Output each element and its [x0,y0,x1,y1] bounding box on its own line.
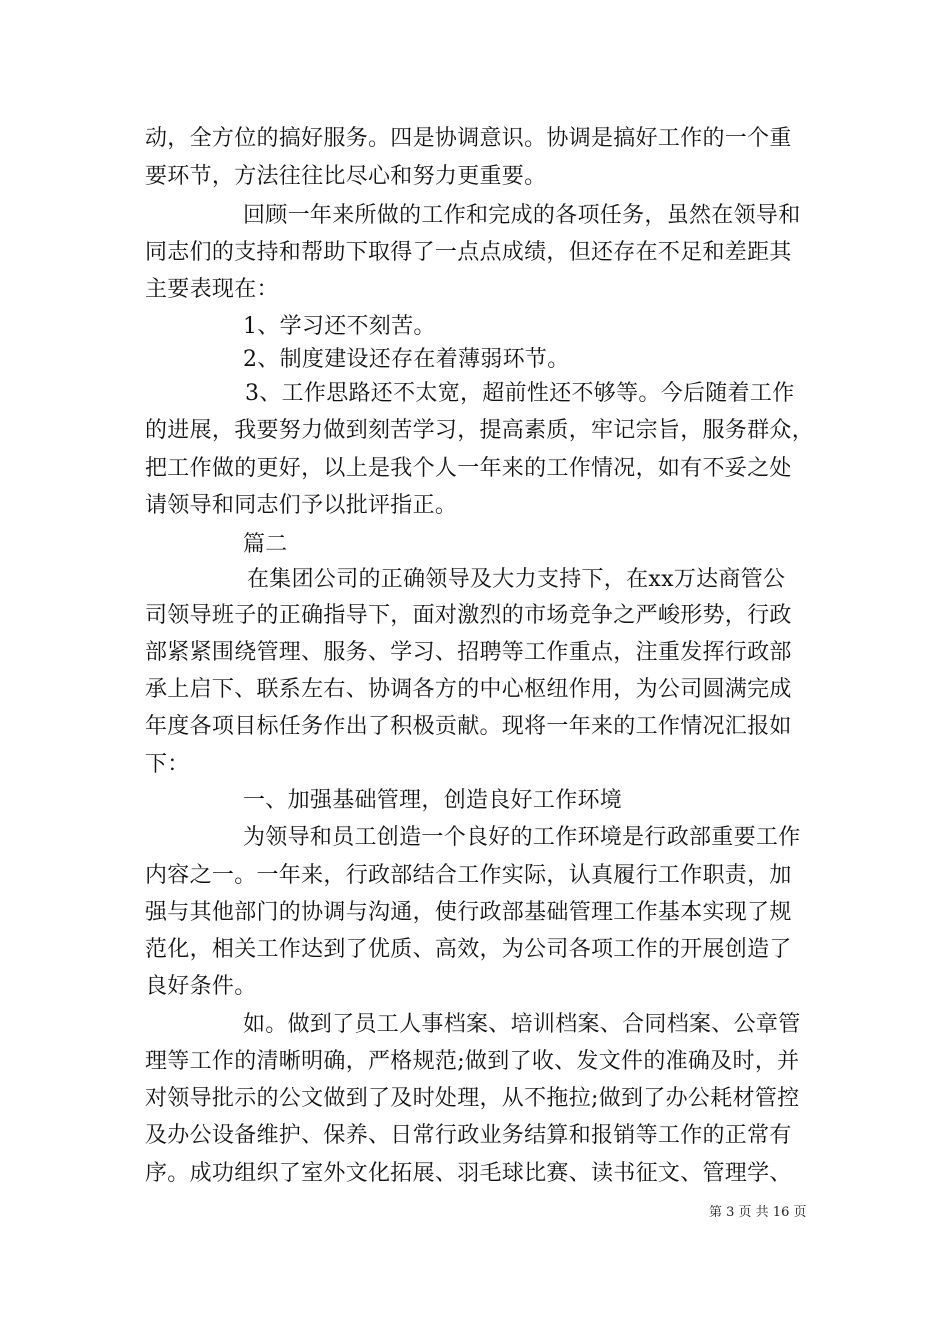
list-item: 1、学习还不刻苦。 [243,314,436,339]
text-line: 在集团公司的正确领导及大力支持下，在xx万达商管公 [247,567,786,592]
text-line: 动，全方位的搞好服务。四是协调意识。协调是搞好工作的一个重 [145,126,792,151]
text-line: 主要表现在： [145,277,279,302]
text-line: 司领导班子的正确指导下，面对激烈的市场竞争之严峻形势，行政 [145,603,792,628]
text-line: 内容之一。一年来，行政部结合工作实际，认真履行工作职责，加 [145,863,792,888]
text-line: 年度各项目标任务作出了积极贡献。现将一年来的工作情况汇报如 [145,714,792,739]
text-line: 强与其他部门的协调与沟通，使行政部基础管理工作基本实现了规 [145,900,792,925]
list-item: 3、工作思路还不太宽，超前性还不够等。今后随着工作 [245,381,795,406]
text-line: 的进展，我要努力做到刻苦学习，提高素质，牢记宗旨，服务群众， [145,418,815,443]
text-line: 下： [145,752,190,777]
subsection-heading: 一、加强基础管理，创造良好工作环境 [243,788,623,813]
text-line: 良好条件。 [145,974,257,999]
text-line: 请领导和同志们予以批评指正。 [145,493,458,518]
list-item: 2、制度建设还存在着薄弱环节。 [243,347,570,372]
text-line: 范化，相关工作达到了优质、高效，为公司各项工作的开展创造了 [145,937,792,962]
text-line: 同志们的支持和帮助下取得了一点点成绩，但还存在不足和差距其 [145,240,792,265]
text-line: 为领导和员工创造一个良好的工作环境是行政部重要工作 [243,825,801,850]
text-line: 及办公设备维护、保养、日常行政业务结算和报销等工作的正常有 [145,1123,792,1148]
text-line: 对领导批示的公文做到了及时处理，从不拖拉;做到了办公耗材管控 [145,1086,800,1111]
page-number: 第 3 页 共 16 页 [709,1205,807,1220]
text-line: 部紧紧围绕管理、服务、学习、招聘等工作重点，注重发挥行政部 [145,640,792,665]
text-line: 理等工作的清晰明确，严格规范;做到了收、发文件的准确及时，并 [145,1049,800,1074]
text-line: 要环节，方法往往比尽心和努力更重要。 [145,164,547,189]
section-heading: 篇二 [243,532,288,557]
text-line: 如。做到了员工人事档案、培训档案、合同档案、公章管 [243,1012,801,1037]
text-line: 回顾一年来所做的工作和完成的各项任务，虽然在领导和 [243,203,801,228]
text-line: 承上启下、联系左右、协调各方的中心枢纽作用，为公司圆满完成 [145,677,792,702]
text-line: 序。成功组织了室外文化拓展、羽毛球比赛、读书征文、管理学、 [145,1161,792,1186]
text-line: 把工作做的更好，以上是我个人一年来的工作情况，如有不妥之处 [145,456,792,481]
